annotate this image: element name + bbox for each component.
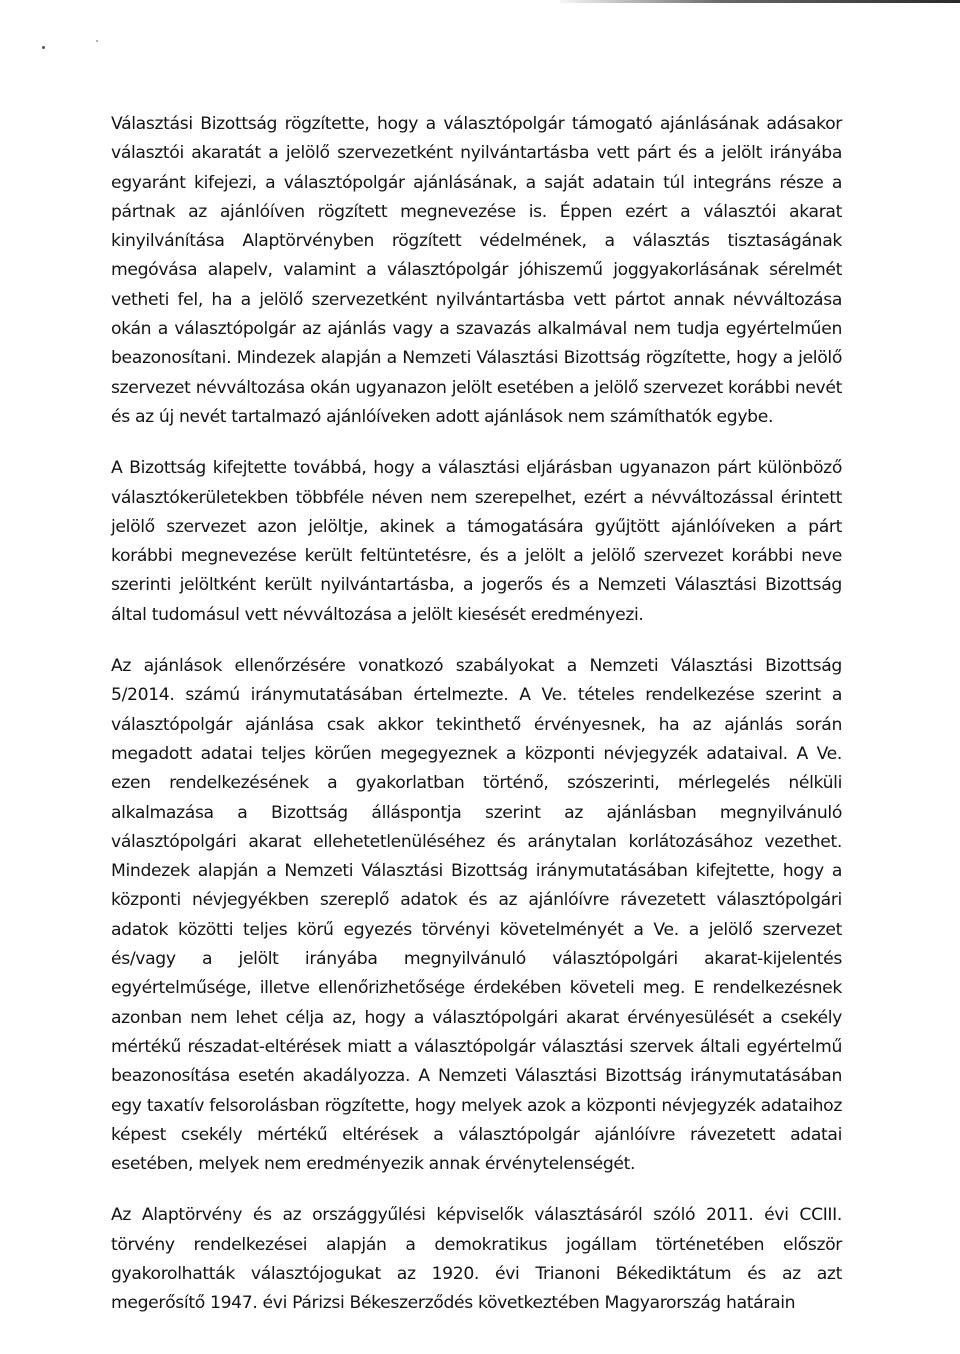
paragraph-2: A Bizottság kifejtette továbbá, hogy a választási eljárásban ugyanazon párt különböző választókerületekben többféle néven nem szerepelhet, ezért a névváltozással érintett jelölő szervezet azon jelöltje, akinek a támogatására gyűjtött ajánlóíveken a párt korábbi megnevezése került feltüntetésre, és a jelölt a jelölő szervezet korábbi neve szerinti jelöltként került nyilvántartásba, a jogerős és a Nemzeti Választási Bizottság által tudomásul vett névváltozása a jelölt kiesését eredményezi. [111,458,842,625]
scan-edge-line [560,0,960,3]
paragraph-1: Választási Bizottság rögzítette, hogy a választópolgár támogató ajánlásának adásakor választói akaratát a jelölő szervezetként nyilvántartásba vett párt és a jelölt irányába egyaránt kifejezi, a választópolgár ajánlásának, a saját adatain túl integráns része a pártnak az ajánlóíven rögzített megnevezése is. Éppen ezért a választói akarat kinyilvánítása Alaptörvényben rögzített védelmének, a választás tisztaságának megóvása alapelv, valamint a választópolgár jóhiszemű joggyakorlásának sérelmét vetheti fel, ha a jelölő szervezetként nyilvántartásba vett pártot annak névváltozása okán a választópolgár az ajánlás vagy a szavazás alkalmával nem tudja egyértelműen beazonosítani. Mindezek alapján a Nemzeti Választási Bizottság rögzítette, hogy a jelölő szervezet névváltozása okán ugyanazon jelölt esetében a jelölő szervezet korábbi nevét és az új nevét tartalmazó ajánlóíveken adott ajánlások nem számíthatók egybe. [111,114,842,427]
document-body [111,110,842,1341]
paragraph-4: Az Alaptörvény és az országgyűlési képviselők választásáról szóló 2011. évi CCIII. törvény rendelkezései alapján a demokratikus jogállam történetében először gyakorolhatták választójogukat az 1920. évi Trianoni Békediktátum és az azt megerősítő 1947. évi Párizsi Békeszerződés következtében Magyarország határain [111,1205,842,1314]
scan-speck [42,46,45,49]
scan-speck [96,40,98,42]
paragraph-3: Az ajánlások ellenőrzésére vonatkozó szabályokat a Nemzeti Választási Bizottság 5/2014. számú iránymutatásában értelmezte. A Ve. tételes rendelkezése szerint a választópolgár ajánlása csak akkor tekinthető érvényesnek, ha az ajánlás során megadott adatai teljes körűen megegyeznek a központi névjegyzék adataival. A Ve. ezen rendelkezésének a gyakorlatban történő, szószerinti, mérlegelés nélküli alkalmazása a Bizottság álláspontja szerint az ajánlásban megnyilvánuló választópolgári akarat ellehetetlenüléséhez és aránytalan korlátozásához vezethet. Mindezek alapján a Nemzeti Választási Bizottság iránymutatásában kifejtette, hogy a központi névjegyékben szereplő adatok és az ajánlóívre rávezetett választópolgári adatok közötti teljes körű egyezés törvényi követelményét a Ve. a jelölő szervezet és/vagy a jelölt irányába megnyilvánuló választópolgári akarat-kijelentés egyértelműsége, illetve ellenőrizhetősége érdekében követeli meg. E rendelkezésnek azonban nem lehet célja az, hogy a választópolgári akarat érvényesülését a csekély mértékű részadat-eltérések miatt a választópolgár választási szervek általi egyértelmű beazonosítása esetén akadályozza. A Nemzeti Választási Bizottság iránymutatásában egy taxatív felsorolásban rögzítette, hogy melyek azok a központi névjegyzék adataihoz képest csekély mértékű eltérések a választópolgár ajánlóívre rávezetett adatai esetében, melyek nem eredményezik annak érvénytelenségét. [111,656,842,1175]
